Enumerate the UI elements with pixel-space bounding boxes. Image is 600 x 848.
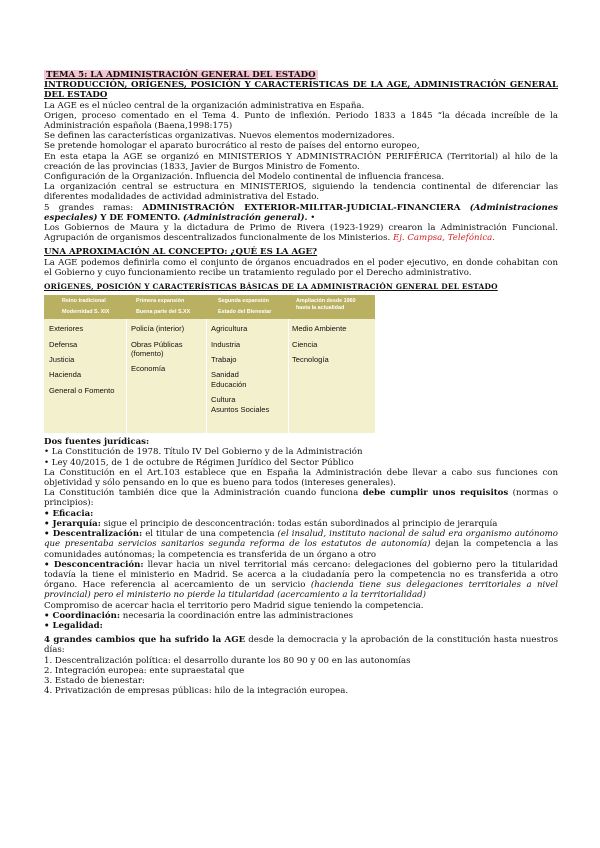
- table-cell: Obras Públicas (fomento): [131, 339, 183, 359]
- table-cell: Hacienda: [49, 370, 82, 380]
- intro-line: Origen, proceso comentado en el Tema 4. Punto de inflexión. Periodo 1833 a 1845 “la década increíble de la Administración española (Baena,1998:175): [44, 110, 558, 132]
- table-header-cell: Segunda expansión Estado del Bienestar: [218, 298, 272, 316]
- intro-line: La organización central se estructura en MINISTERIOS, siguiendo la tendencia continental de diferenciar las diferentes modalidades de actividad administrativa del Estado.: [44, 182, 558, 203]
- table-cell: Defensa: [49, 339, 78, 349]
- principio-descentralizacion: • Descentralización: el titular de una competencia (el insalud, instituto nacional de salud era organismo autónomo que presentaba servicios sanitarios segunda reforma de los estatutos de autonomía) dejan la competencia a las comunidades autónomas; la competencia es transferida de un órgano a otro: [44, 529, 558, 560]
- fuentes-heading: Dos fuentes jurídicas:: [44, 437, 150, 448]
- table-cell: Sanidad: [211, 370, 239, 380]
- table-column-reino: [49, 324, 125, 401]
- ministries-table: [44, 295, 375, 433]
- table-subheading: ORÍGENES, POSICIÓN Y CARACTERÍSTICAS BÁSICAS DE LA ADMINISTRACIÓN GENERAL DEL ESTADO: [44, 282, 498, 292]
- table-cell: Industria: [211, 339, 241, 349]
- principio-eficacia: • Eficacia:: [44, 508, 94, 519]
- table-column-segunda: [211, 324, 287, 420]
- table-header-cell: Reino tradicional Modernidad S. XIX: [62, 298, 110, 316]
- cambio-item: 2. Integración europea: ente supraestatal que: [44, 665, 245, 676]
- fuente-item: • Ley 40/2015, de 1 de octubre de Régimen Jurídico del Sector Público: [44, 457, 354, 468]
- ramas-paragraph: 5 grandes ramas: ADMINISTRACIÓN EXTERIOR-MILITAR-JUDICIAL-FINANCIERA (Administraciones especiales) Y DE FOMENTO. (Administración general). •: [44, 202, 559, 223]
- example-text: Ej. Campsa, Telefónica.: [392, 233, 495, 244]
- intro-line: En esta etapa la AGE se organizó en MINISTERIOS Y ADMINISTRACIÓN PERIFÉRICA (Territorial) al hilo de la creación de las provincias (1833, Javier de Burgos Ministro de Fomento.: [44, 151, 558, 172]
- principio-desconcentracion: • Desconcentración: llevar hacia un nivel territorial más cercano: delegaciones del gobierno pero la titularidad todavía la tiene el ministerio en Madrid. Se acerca a la ciudadanía pero la competencia no es transferida a otro órgano. Hace referencia al acercamiento de un servicio (hacienda tiene sus delegaciones territoriales a nivel provincial) pero el ministerio no pierde la titularidad (acercamiento a la territorialidad): [44, 559, 558, 601]
- table-cell: Justicia: [49, 355, 75, 365]
- cambio-item: 1. Descentralización política: el desarrollo durante los 80 90 y 00 en las autonomías: [44, 655, 411, 666]
- intro-line: La AGE es el núcleo central de la organización administrativa en España.: [44, 100, 365, 111]
- table-cell: Tecnología: [292, 355, 329, 365]
- table-column-primera: [131, 324, 205, 380]
- table-cell: Educación: [211, 379, 247, 389]
- doc-title: TEMA 5: LA ADMINISTRACIÓN GENERAL DEL ESTADO: [46, 70, 316, 80]
- table-header-cell: Primera expansión Buena parte del S.XX: [136, 298, 191, 316]
- table-cell: Asuntos Sociales: [211, 404, 270, 414]
- cambio-item: 3. Estado de bienestar:: [44, 675, 145, 686]
- fuente-item: • La Constitución de 1978. Título IV Del Gobierno y de la Administración: [44, 447, 363, 458]
- table-header-cell: Ampliación desde 1960 hasta la actualidad: [296, 298, 356, 312]
- intro-line: Se definen las características organizativas. Nuevos elementos modernizadores.: [44, 131, 395, 142]
- intro-line: Se pretende homologar el aparato burocrático al resto de países del entorno europeo,: [44, 141, 420, 152]
- table-cell: Exteriores: [49, 324, 84, 334]
- cambios-intro: 4 grandes cambios que ha sufrido la AGE desde la democracia y la aprobación de la constitución hasta nuestros días:: [44, 635, 558, 656]
- gobiernos-paragraph: Los Gobiernos de Maura y la dictadura de Primo de Rivera (1923-1929) crearon la Administración Funcional. Agrupación de organismos descentralizados funcionalmente de los Ministerios. Ej. Campsa, Telefónica.: [44, 223, 558, 244]
- intro-heading: INTRODUCCIÓN, ORÍGENES, POSICIÓN Y CARACTERÍSTICAS DE LA AGE, ADMINISTRACIÓN GENERAL DEL ESTADO: [44, 80, 558, 101]
- compromiso-text: Compromiso de acercar hacia el territorio pero Madrid sigue teniendo la competencia.: [44, 600, 424, 611]
- table-header: [44, 295, 375, 319]
- table-cell: Ciencia: [292, 339, 318, 349]
- requisitos-text: La Constitución también dice que la Administración cuando funciona debe cumplir unos requisitos (normas o principios):: [44, 488, 558, 509]
- document-page: [44, 70, 558, 696]
- table-cell: Agricultura: [211, 324, 248, 334]
- principio-jerarquia: • Jerarquía: sigue el principio de desconcentración: todas están subordinados al principio de jerarquía: [44, 518, 498, 529]
- table-cell: Cultura: [211, 395, 236, 405]
- table-cell: Policía (interior): [131, 324, 185, 334]
- art103-text: La Constitución en el Art.103 establece que en España la Administración debe llevar a cabo sus funciones con objetividad y sólo pensando en lo que es bueno para todos (intereses generales).: [44, 467, 558, 489]
- principio-legalidad: • Legalidad:: [44, 620, 103, 631]
- table-column-ampliacion: [292, 324, 372, 370]
- table-cell: General o Fomento: [49, 385, 115, 395]
- table-cell: Medio Ambiente: [292, 324, 347, 334]
- table-cell: Economía: [131, 364, 166, 374]
- table-cell: Trabajo: [211, 355, 237, 365]
- cambio-item: 4. Privatización de empresas públicas: hilo de la integración europea.: [44, 686, 349, 697]
- concepto-heading: UNA APROXIMACIÓN AL CONCEPTO: ¿QUÉ ES LA AGE?: [44, 247, 318, 258]
- intro-line: Configuración de la Organización. Influencia del Modelo continental de influencia francesa.: [44, 172, 445, 183]
- principio-coordinacion: • Coordinación: necesaria la coordinación entre las administraciones: [44, 610, 354, 621]
- concepto-text: La AGE podemos definirla como el conjunto de órganos encuadrados en el poder ejecutivo, en donde cohabitan con el Gobierno y cuyo funcionamiento recibe un tratamiento regulado por el Derecho administrativo.: [44, 257, 558, 278]
